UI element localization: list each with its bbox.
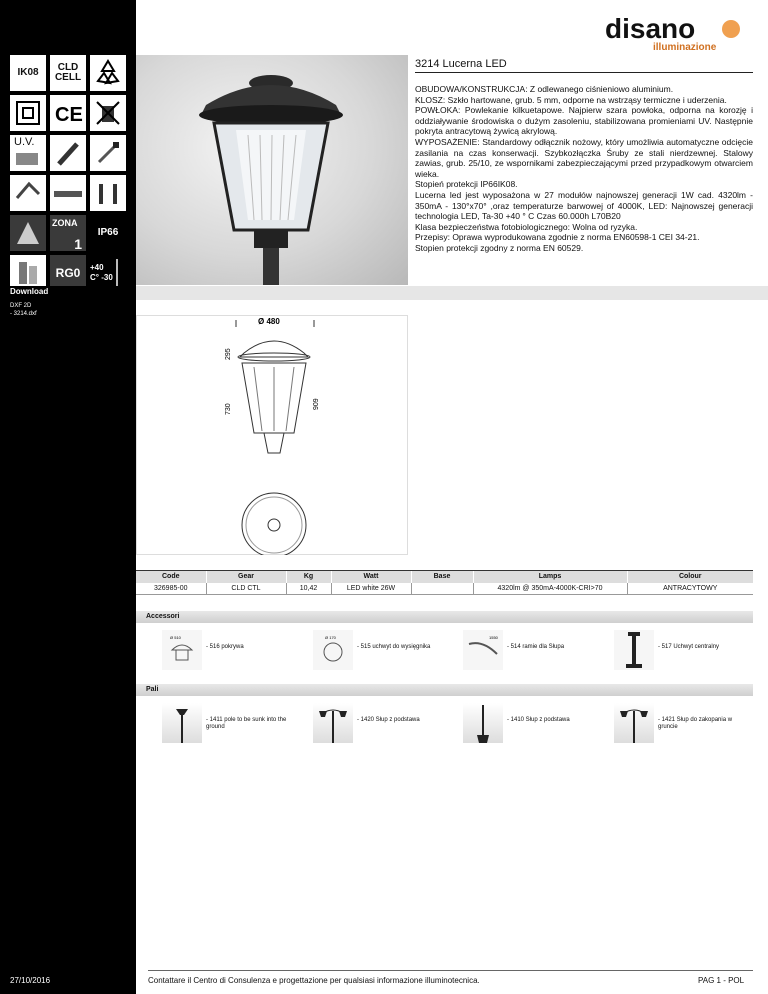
cld-cell-label: CLD CELL (54, 62, 82, 83)
spec-header: Base (411, 571, 473, 583)
pole-thumb (313, 703, 353, 743)
pole-thumb (162, 703, 202, 743)
zona-label: ZONA (52, 218, 78, 228)
fixing-icon (90, 175, 126, 211)
dim-909: 909 (313, 398, 320, 410)
zona-number: 1 (74, 236, 82, 252)
download-title: Download (10, 287, 49, 296)
recycle-icon (90, 55, 126, 91)
accessory-label: - 516 pokrywa (206, 644, 244, 650)
spec-header: Watt (331, 571, 411, 583)
accessory-thumb (614, 630, 654, 670)
desc-photobiological: Klasa bezpieczeństwa fotobiologicznego: Wolna od ryzyka. (415, 221, 638, 232)
accessory-thumb (463, 630, 503, 670)
spec-header: Kg (286, 571, 331, 583)
product-description (415, 84, 753, 254)
spec-header-row (136, 571, 753, 583)
desc-diffuser: KLOSZ: Szkło hartowane, grub. 5 mm, odporne na wstrząsy termiczne i uderzenia. (415, 94, 727, 105)
spec-header: Lamps (473, 571, 627, 583)
ik08-label: IK08 (17, 67, 39, 78)
dim-diameter: Ø 480 (258, 317, 280, 326)
pole-label: - 1411 pole to be sunk into the ground (206, 717, 287, 730)
installation-icon (50, 175, 86, 211)
spec-code: 326985-00 (136, 583, 206, 595)
brand-logo (605, 14, 745, 54)
sidebar (0, 0, 136, 994)
accessory-thumb-label: Ø 170 (325, 635, 336, 640)
dim-295: 295 (225, 348, 232, 360)
ik08-badge (10, 55, 46, 91)
light-distribution-icon (10, 215, 46, 251)
svg-text:CE: CE (55, 104, 83, 125)
desc-regulations: Przepisy: Oprawa wyprodukowana zgodnie z norma EN60598-1 CEI 34-21. (415, 232, 700, 243)
download-file-link[interactable]: - 3214.dxf (10, 311, 37, 317)
title-divider (415, 72, 753, 73)
document-date: 27/10/2016 (10, 976, 51, 985)
accessory-label: - 517 Uchwyt centralny (658, 644, 720, 650)
accessory-thumb (162, 630, 202, 670)
product-photo (136, 55, 408, 285)
download-section-bar (0, 286, 768, 300)
spec-header: Gear (206, 571, 286, 583)
spec-gear: CLD CTL (206, 583, 286, 595)
accessory-thumb-label: 1550 (489, 635, 498, 640)
ip66-badge (90, 215, 126, 251)
spec-kg: 10,42 (286, 583, 331, 595)
pole-label: - 1420 Słup z podstawa (357, 717, 420, 723)
spec-header: Code (136, 571, 206, 583)
desc-housing: OBUDOWA/KONSTRUKCJA: Z odlewanego ciśnieniowo aluminium. (415, 84, 674, 94)
desc-ip-standard: Stopien protekcji zgodny z norma EN 60529. (415, 242, 584, 253)
pali-section-title: Pali (136, 684, 753, 696)
accessori-section-title: Accessori (136, 611, 753, 623)
class-ii-icon (10, 95, 46, 131)
screwdriver-icon (90, 135, 126, 171)
uv-resistant-icon (10, 135, 46, 171)
page-number: PAG 1 - POL (698, 976, 745, 985)
product-title: 3214 Lucerna LED (415, 58, 507, 70)
accessory-label: - 515 uchwyt do wysięgnika (357, 644, 431, 650)
glow-wire-icon (50, 135, 86, 171)
uv-label: U.V. (14, 136, 35, 148)
spec-lamps: 4320lm @ 350mA-4000K-CRI>70 (473, 583, 627, 595)
dim-730: 730 (225, 403, 232, 415)
ce-mark-icon (50, 95, 86, 131)
cld-cell-badge (50, 55, 86, 91)
accessory-label: - 514 ramie dla Słupa (507, 644, 565, 650)
rg0-label: RG0 (55, 266, 81, 280)
spec-table (136, 570, 753, 595)
desc-coating: POWŁOKA: Powlekanie kilkuetapowe. Najpierw szara powłoka, odporna na korozję i oddziaływanie środowiska o dużym zasoleniu, stabilizowana promieniami UV. Następnie pokryta antracytową żywicą akrylową. (415, 105, 753, 137)
spec-base (411, 583, 473, 595)
brand-subtitle: illuminazione (653, 42, 717, 53)
pole-thumb (614, 703, 654, 743)
spec-header: Colour (627, 571, 753, 583)
ip66-label: IP66 (97, 227, 119, 238)
spec-watt: LED white 26W (331, 583, 411, 595)
accessory-thumb-label: Ø 510 (170, 635, 181, 640)
footer-text: Contattare il Centro di Consulenza e progettazione per qualsiasi informazione illuminotecnica. (148, 976, 480, 985)
weee-bin-icon (90, 95, 126, 131)
technical-drawing (136, 315, 408, 555)
desc-protection: Stopień protekcji IP66IK08. (415, 179, 518, 190)
brand-name: disano (605, 14, 696, 44)
desc-equipment: WYPOSAŻENIE: Standardowy odłącznik nożowy, który umożliwia automatyczne odcięcie zasilania na czas konserwacji. Szybkozłączka Śruby ze stali nierdzewnej. Stalowy zawias, grub. 25/10, ze wspornikami zabezpieczającymi przed przypadkowym otwarciem wieka. (415, 136, 753, 179)
spec-colour: ANTRACYTOWY (627, 583, 753, 595)
pole-thumb (463, 703, 503, 743)
pole-mount-icon (10, 175, 46, 211)
pole-label: - 1421 Słup do zakopania w gruncie (658, 717, 733, 730)
download-type: DXF 2D (10, 303, 32, 309)
temperature-label: +40 C° -30 (90, 263, 113, 282)
table-row (136, 583, 753, 595)
zona-1-badge (50, 215, 86, 251)
pole-label: - 1410 Słup z podstawa (507, 717, 570, 723)
desc-led: Lucerna led jest wyposażona w 27 modułów najnowszej generacji 1W cad. 4320lm - 350mA - 130°x70° ,oraz temperaturze barwowej of 4000K, LED: Najnowszej generacji technologia LED, Ta-30 +40 ° C Czas 60.000h L70B20 (415, 189, 753, 222)
footer-divider (148, 970, 753, 971)
accessory-thumb (313, 630, 353, 670)
